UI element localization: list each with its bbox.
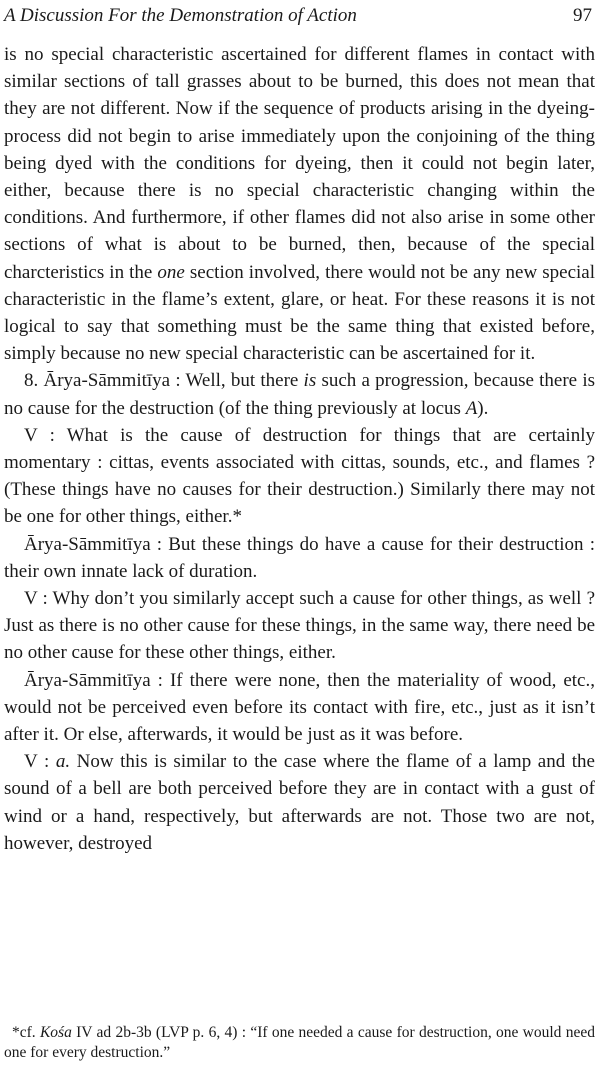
- running-title: A Discussion For the Demonstration of Action: [4, 5, 357, 26]
- paragraph: [4, 422, 595, 531]
- running-header: [4, 3, 594, 29]
- text-run: 8. Ārya-Sāmmitīya : Well, but there: [24, 370, 304, 392]
- footnote: [4, 1023, 595, 1063]
- italic-text: a.: [55, 751, 71, 773]
- italic-text: Kośa: [39, 1024, 72, 1041]
- text-run: ).: [477, 397, 489, 419]
- paragraph: [4, 585, 595, 667]
- paragraph: [4, 367, 595, 421]
- text-run: section involved, there would not be any new special characteristic in the flame’s extent, glare, or heat. For these reasons it is not logical to say that something must be the same thing that existed before, simply because no new special characteristic can be ascertained for it.: [4, 261, 595, 365]
- text-run: Ārya-Sāmmitīya : If there were none, then the materiality of wood, etc., would not be perceived even before its contact with fire, etc., just as it isn’t after it. Or else, afterwards, it would be just as it was before.: [4, 669, 595, 746]
- paragraph: [4, 531, 595, 585]
- italic-text: one: [157, 261, 185, 283]
- text-run: is no special characteristic ascertained for different flames in contact with similar sections of tall grasses about to be burned, this does not mean that they are not different. Now if the sequence of products arising in the dyeing-process did not begin to arise immediately upon the conjoining of the thing being dyed with the conditions for dyeing, then it could not begin later, either, because there is no special characteristic changing within the conditions. And furthermore, if other flames did not also arise in some other sections of what is about to be burned, then, because of the special charcteristics in the: [4, 44, 595, 283]
- text-run: IV ad 2b-3b (LVP p. 6, 4) : “If one needed a cause for destruction, one would need one for every destruction.”: [4, 1024, 595, 1061]
- text-run: Now this is similar to the case where the flame of a lamp and the sound of a bell are both perceived before they are in contact with a gust of wind or a hand, respectively, but afterwards are not. Those two are not, however, destroyed: [4, 751, 595, 854]
- text-run: V : What is the cause of destruction for things that are certainly momentary : cittas, events associated with cittas, sounds, etc., and flames ? (These things have no causes for their destruction.) Similarly there may not be one for other things, either.*: [4, 424, 595, 528]
- paragraph: [4, 667, 595, 749]
- text-run: *cf.: [12, 1024, 40, 1041]
- italic-text: is: [303, 370, 317, 392]
- paragraph: [4, 748, 595, 857]
- italic-text: A: [465, 397, 478, 419]
- text-run: Ārya-Sāmmitīya : But these things do have a cause for their destruction : their own innate lack of duration.: [4, 533, 595, 582]
- paragraph: [4, 41, 595, 367]
- body-text: [4, 41, 595, 857]
- text-run: V : Why don’t you similarly accept such a cause for other things, as well ? Just as there is no other cause for these things, in the same way, there need be no other cause for these other things, either.: [4, 588, 595, 664]
- page-number: 97: [573, 5, 592, 26]
- text-run: V :: [24, 751, 56, 773]
- footnote-text: [4, 1023, 595, 1063]
- text-run: such a progression, because there is no cause for the destruction (of the thing previously at locus: [4, 370, 595, 419]
